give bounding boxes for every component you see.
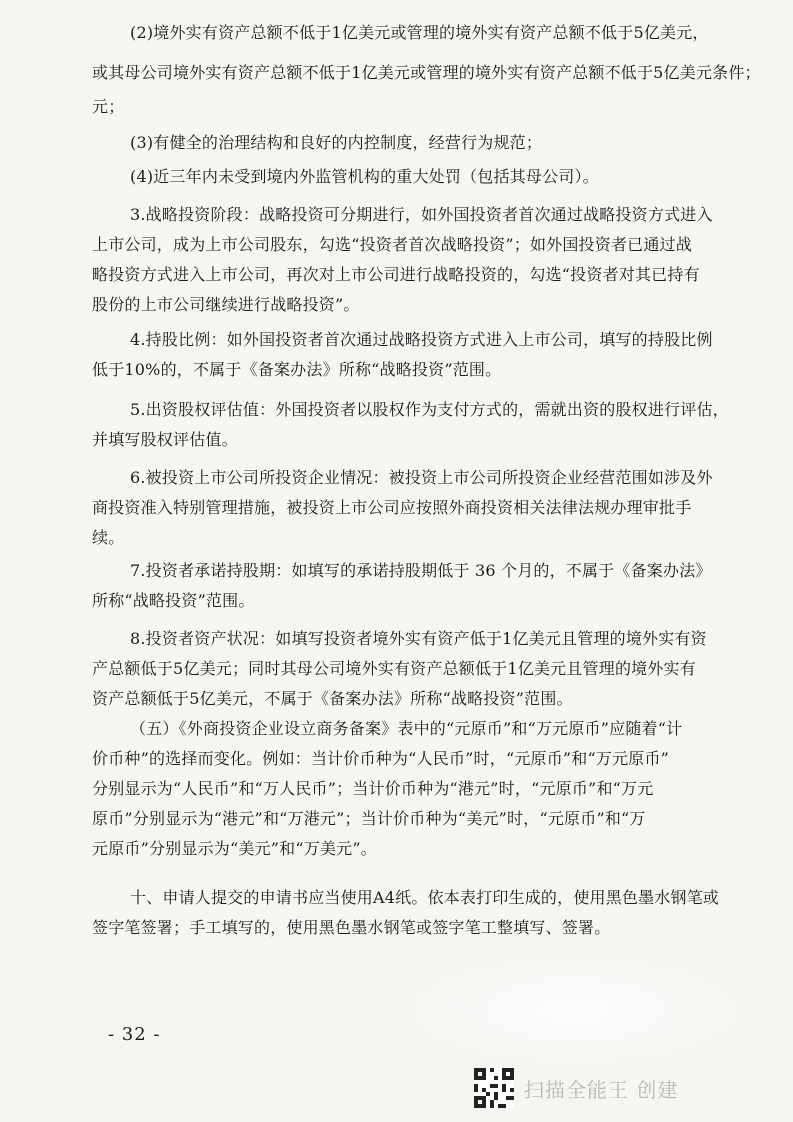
text-line: 产总额低于5亿美元；同时其母公司境外实有资产总额低于1亿美元且管理的境外实有 <box>92 659 696 678</box>
text-line: 4.持股比例：如外国投资者首次通过战略投资方式进入上市公司，填写的持股比例 <box>130 330 713 349</box>
text-line: 5.出资股权评估值：外国投资者以股权作为支付方式的，需就出资的股权进行评估， <box>130 400 729 419</box>
scanner-watermark <box>474 1068 678 1108</box>
text-line: (4)近三年内未受到境内外监管机构的重大处罚（包括其母公司）。 <box>130 167 599 186</box>
text-line: 元原币”分别显示为“美元”和“万美元”。 <box>92 839 377 858</box>
text-line: （五）《外商投资企业设立商务备案》表中的“元原币”和“万元原币”应随着“计 <box>130 719 683 738</box>
text-line: 分别显示为“人民币”和“万人民币”；当计价币种为“港元”时，“元原币”和“万元 <box>92 779 654 798</box>
text-line: 元； <box>92 97 125 116</box>
text-line: 8.投资者资产状况：如填写投资者境外实有资产低于1亿美元且管理的境外实有资 <box>130 629 707 648</box>
text-line: 上市公司，成为上市公司股东，勾选“投资者首次战略投资”；如外国投资者已通过战 <box>92 235 692 254</box>
paragraph-2-2-cont <box>92 58 793 122</box>
paragraph-4 <box>92 325 793 385</box>
text-line: 原币”分别显示为“港元”和“万港元”；当计价币种为“美元”时，“元原币”和“万 <box>92 809 646 828</box>
text-line: (2)境外实有资产总额不低于1亿美元或管理的境外实有资产总额不低于5亿美元， <box>130 23 709 42</box>
paragraph-ten <box>92 883 793 943</box>
text-line: 股份的上市公司继续进行战略投资”。 <box>92 295 360 314</box>
text-line: 并填写股权评估值。 <box>92 430 238 449</box>
paragraph-3 <box>92 200 793 320</box>
text-line: 资产总额低于5亿美元，不属于《备案办法》所称“战略投资”范围。 <box>92 689 573 708</box>
text-line: 略投资方式进入上市公司，再次对上市公司进行战略投资的，勾选“投资者对其已持有 <box>92 265 700 284</box>
text-line: 低于10%的，不属于《备案办法》所称“战略投资”范围。 <box>92 360 502 379</box>
watermark-text: 扫描全能王 创建 <box>524 1077 679 1102</box>
text-line: 3.战略投资阶段：战略投资可分期进行，如外国投资者首次通过战略投资方式进入 <box>130 205 713 224</box>
text-line: 6.被投资上市公司所投资企业情况：被投资上市公司所投资企业经营范围如涉及外 <box>130 468 713 487</box>
paragraph-5 <box>92 395 793 455</box>
text-line: 所称“战略投资”范围。 <box>92 591 255 610</box>
paragraph-8 <box>92 624 793 714</box>
paragraph-2-2 <box>92 18 793 48</box>
text-line: 价币种”的选择而变化。例如：当计价币种为“人民币”时，“元原币”和“万元原币” <box>92 749 670 768</box>
paragraph-2-3 <box>92 128 793 158</box>
paragraph-7 <box>92 556 793 616</box>
text-line: 或其母公司境外实有资产总额不低于1亿美元或管理的境外实有资产总额不低于5亿美元条件； <box>92 63 761 82</box>
page-number: - 32 - <box>108 1024 161 1045</box>
qr-code-icon <box>474 1068 514 1108</box>
text-line: 续。 <box>92 528 125 547</box>
scan-smudge <box>395 950 755 1070</box>
text-line: (3)有健全的治理结构和良好的内控制度，经营行为规范； <box>130 133 543 152</box>
text-line: 7.投资者承诺持股期：如填写的承诺持股期低于 36 个月的，不属于《备案办法》 <box>130 561 712 580</box>
text-line: 商投资准入特别管理措施，被投资上市公司应按照外商投资相关法律法规办理审批手 <box>92 498 692 517</box>
text-line: 十、申请人提交的申请书应当使用A4纸。依本表打印生成的，使用黑色墨水钢笔或 <box>130 888 720 907</box>
paragraph-6 <box>92 463 793 553</box>
paragraph-2-4 <box>92 162 793 192</box>
paragraph-five <box>92 714 793 864</box>
text-line: 签字笔签署；手工填写的，使用黑色墨水钢笔或签字笔工整填写、签署。 <box>92 918 611 937</box>
